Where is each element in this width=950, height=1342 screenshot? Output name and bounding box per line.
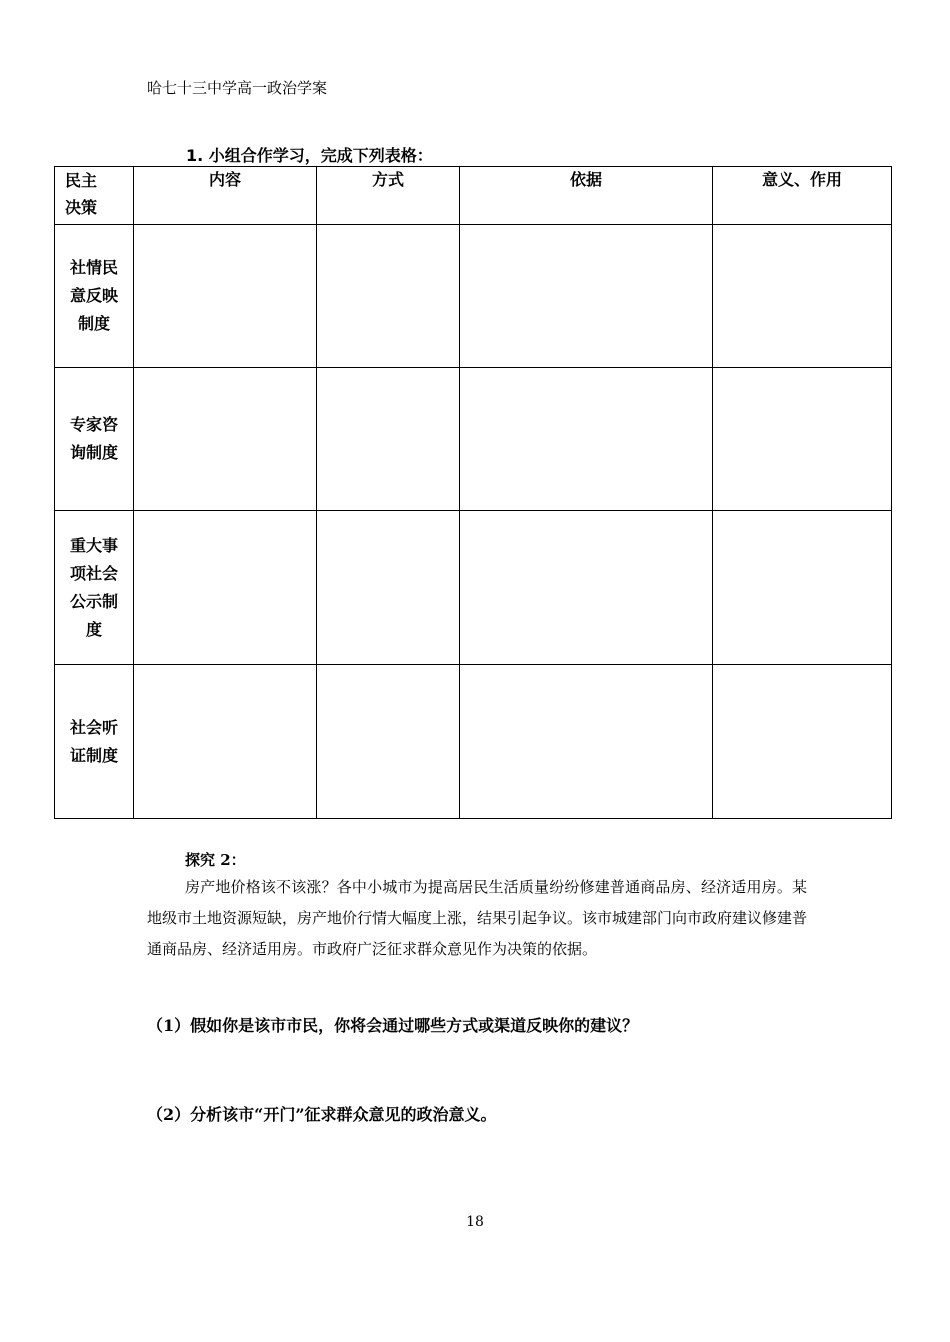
answer-cell[interactable] xyxy=(460,225,713,368)
answer-cell[interactable] xyxy=(134,368,317,511)
inquiry-title: 探究 2： xyxy=(185,851,246,869)
answer-cell[interactable] xyxy=(713,368,892,511)
row-label: 社会听 证制度 xyxy=(55,665,134,819)
answer-cell[interactable] xyxy=(713,665,892,819)
document-header: 哈七十三中学高一政治学案 xyxy=(147,79,328,97)
answer-cell[interactable] xyxy=(713,511,892,665)
answer-cell[interactable] xyxy=(317,665,460,819)
answer-cell[interactable] xyxy=(134,665,317,819)
question-2: （2）分析该市“开门”征求群众意见的政治意义。 xyxy=(147,1105,497,1124)
table-row xyxy=(55,665,892,819)
column-header: 内容 xyxy=(134,167,317,225)
inquiry-section xyxy=(147,848,807,965)
task-title: 1. 小组合作学习，完成下列表格： xyxy=(186,146,433,165)
answer-cell[interactable] xyxy=(317,225,460,368)
column-header: 依据 xyxy=(460,167,713,225)
row-label: 专家咨 询制度 xyxy=(55,368,134,511)
table-row xyxy=(55,511,892,665)
column-header: 意义、作用 xyxy=(713,167,892,225)
answer-cell[interactable] xyxy=(134,225,317,368)
column-header: 方式 xyxy=(317,167,460,225)
inquiry-body: 房产地价格该不该涨？各中小城市为提高居民生活质量纷纷修建普通商品房、经济适用房。某地级市土地资源短缺，房产地价行情大幅度上涨，结果引起争议。该市城建部门向市政府建议修建普通商品房、经济适用房。市政府广泛征求群众意见作为决策的依据。 xyxy=(147,878,808,958)
answer-cell[interactable] xyxy=(134,511,317,665)
table-header-row xyxy=(55,167,892,225)
answer-cell[interactable] xyxy=(713,225,892,368)
answer-cell[interactable] xyxy=(460,511,713,665)
answer-cell[interactable] xyxy=(317,511,460,665)
table-row xyxy=(55,225,892,368)
decision-table xyxy=(54,166,892,819)
question-1: （1）假如你是该市市民，你将会通过哪些方式或渠道反映你的建议？ xyxy=(147,1016,639,1035)
answer-cell[interactable] xyxy=(460,368,713,511)
page-number: 18 xyxy=(466,1214,484,1230)
answer-cell[interactable] xyxy=(317,368,460,511)
table-row xyxy=(55,368,892,511)
row-label: 社情民 意反映 制度 xyxy=(55,225,134,368)
row-label: 重大事 项社会 公示制 度 xyxy=(55,511,134,665)
answer-cell[interactable] xyxy=(460,665,713,819)
table-corner-header: 民主 决策 xyxy=(55,167,134,225)
